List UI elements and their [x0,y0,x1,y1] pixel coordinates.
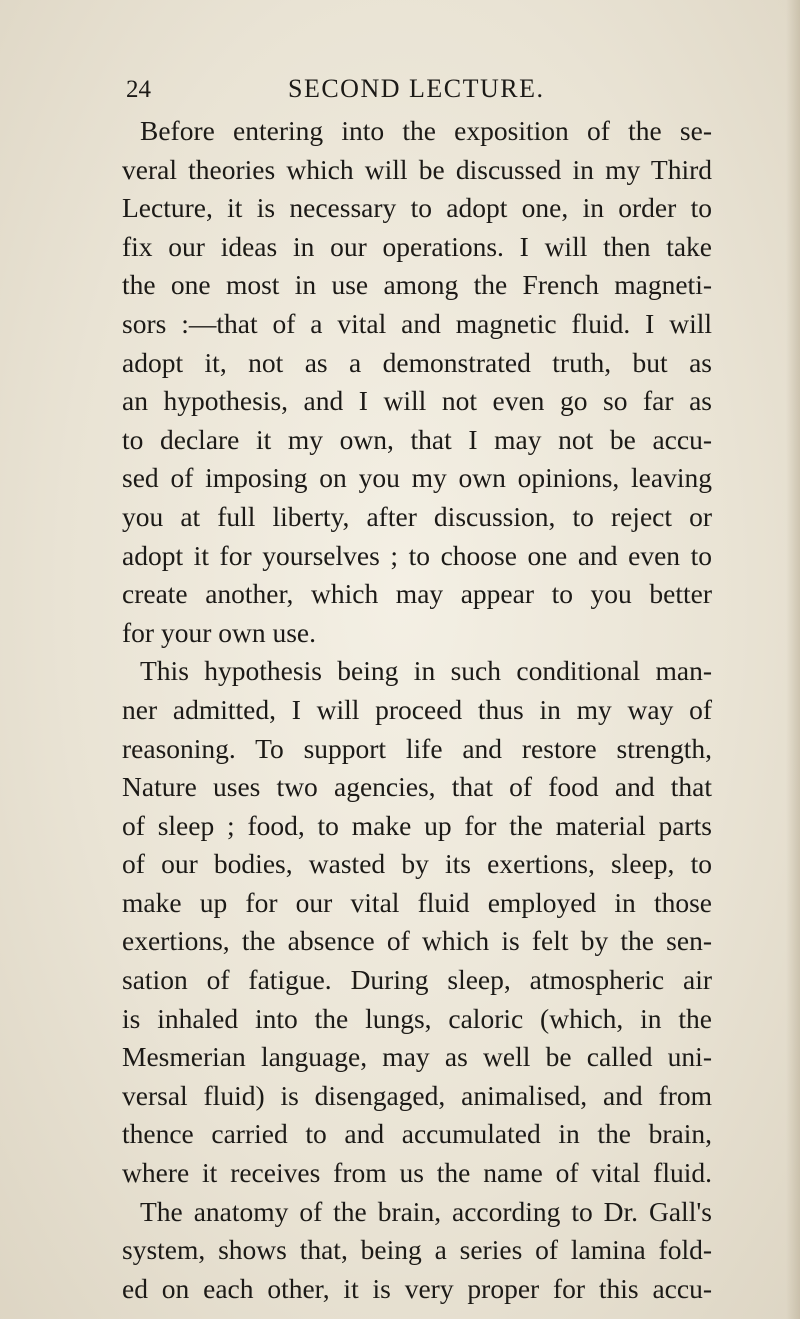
text-line: for your own use. [122,616,316,648]
text-line: adopt it for yourselves ; to choose one and even to [122,539,712,571]
text-line: versal fluid) is disengaged, animalised, and from [122,1079,712,1111]
text-line: Before entering into the exposition of the se- [140,115,712,146]
text-line: fix our ideas in our operations. I will then take [122,230,712,262]
text-line: sed of imposing on you my own opinions, leaving [122,462,712,494]
text-line: reasoning. To support life and restore strength, [122,732,712,764]
page-header [126,74,686,108]
text-line: an hypothesis, and I will not even go so far as [122,385,712,417]
page-edge-shadow [786,0,800,1319]
text-line: exertions, the absence of which is felt by the sen- [122,925,712,957]
text-line: ed on each other, it is very proper for this accu- [122,1272,712,1304]
running-head: SECOND LECTURE. [288,74,545,103]
text-line: to declare it my own, that I may not be accu- [122,423,712,455]
text-line: adopt it, not as a demonstrated truth, but as [122,346,712,378]
text-line: veral theories which will be discussed in my Third [122,153,712,185]
text-line: system, shows that, being a series of lamina fold- [122,1234,712,1266]
text-line: The anatomy of the brain, according to Dr. Gall's [140,1195,712,1227]
text-line: Mesmerian language, may as well be called uni- [122,1041,712,1073]
page-number: 24 [126,76,151,103]
text-line: thence carried to and accumulated in the brain, [122,1118,712,1150]
text-line: the one most in use among the French magneti- [122,269,712,301]
body-text [122,112,712,1308]
text-line: where it receives from us the name of vital fluid. [122,1157,712,1189]
text-line: make up for our vital fluid employed in those [122,886,712,918]
text-line: is inhaled into the lungs, caloric (which, in the [122,1002,712,1034]
text-line: of sleep ; food, to make up for the material parts [122,809,712,841]
text-line: Nature uses two agencies, that of food and that [122,771,712,803]
text-line: ner admitted, I will proceed thus in my way of [122,693,712,725]
text-line: create another, which may appear to you better [122,578,712,610]
text-line: sation of fatigue. During sleep, atmospheric air [122,964,712,996]
text-line: of our bodies, wasted by its exertions, sleep, to [122,848,712,880]
text-line: This hypothesis being in such conditional man- [140,655,712,687]
text-line: sors :—that of a vital and magnetic fluid. I will [122,307,712,339]
text-line: Lecture, it is necessary to adopt one, in order to [122,192,712,224]
text-line: you at full liberty, after discussion, to reject or [122,500,712,532]
